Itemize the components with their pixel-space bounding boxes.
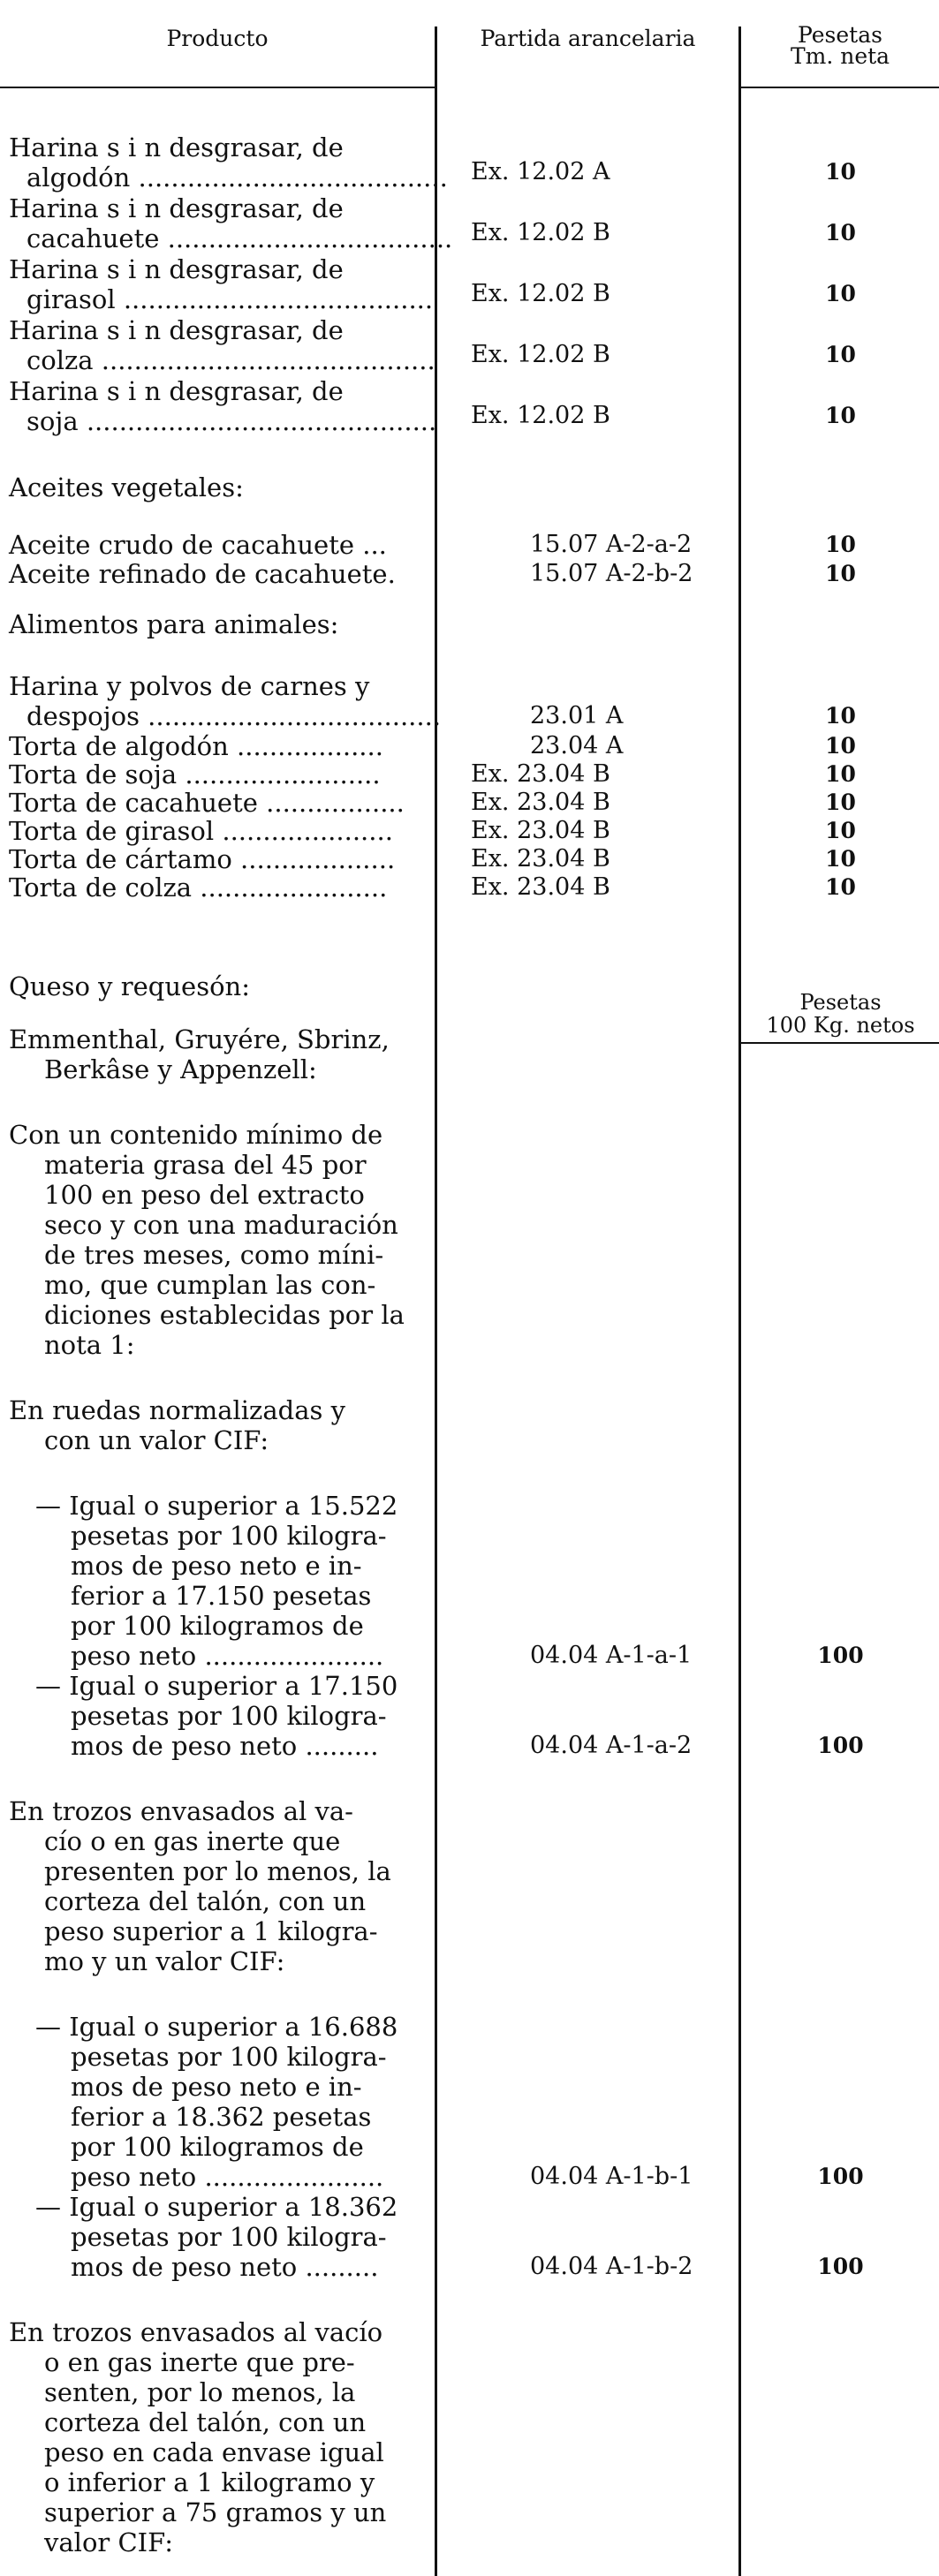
tariff-code: 15.07 A-2-b-2 bbox=[530, 560, 693, 587]
product-line: Torta de cártamo ................... bbox=[9, 844, 396, 874]
piece-item-line: ferior a 18.362 pesetas bbox=[71, 2102, 372, 2132]
duty-value: 100 bbox=[817, 2254, 864, 2279]
product-line: Torta de soja ........................ bbox=[9, 759, 381, 789]
duty-value: 10 bbox=[825, 846, 856, 872]
pieces-small-line: valor CIF: bbox=[44, 2527, 173, 2557]
duty-value: 10 bbox=[825, 220, 856, 246]
piece-item-line: peso neto ...................... bbox=[71, 2162, 384, 2192]
cheese-condition-line: seco y con una maduración bbox=[44, 1210, 398, 1240]
pieces-small-line: senten, por lo menos, la bbox=[44, 2377, 356, 2407]
cheese-condition-line: mo, que cumplan las con- bbox=[44, 1270, 376, 1300]
pieces-small-line: corteza del talón, con un bbox=[44, 2407, 367, 2437]
wheel-item-line: — Igual o superior a 15.522 bbox=[35, 1491, 398, 1521]
column-divider-right bbox=[738, 26, 741, 2576]
product-line: colza ......................................... bbox=[27, 345, 435, 375]
cheese-unit-kg: 100 Kg. netos bbox=[766, 1013, 915, 1038]
piece-item-line: mos de peso neto ......... bbox=[71, 2252, 379, 2282]
tariff-code: Ex. 23.04 B bbox=[471, 760, 610, 788]
duty-value: 100 bbox=[817, 1643, 864, 1668]
product-line: Torta de girasol ..................... bbox=[9, 816, 393, 846]
cheese-types-line: Berkâse y Appenzell: bbox=[44, 1054, 317, 1084]
product-line: Harina s i n desgrasar, de bbox=[9, 376, 344, 406]
cheese-unit-pesetas: Pesetas bbox=[799, 990, 882, 1015]
product-line: girasol ...................................... bbox=[27, 284, 434, 314]
wheel-item-line: mos de peso neto e in- bbox=[71, 1551, 362, 1581]
section-vegetable-oils: Aceites vegetales: bbox=[9, 472, 244, 502]
product-line: Harina y polvos de carnes y bbox=[9, 671, 370, 701]
product-line: algodón ...................................... bbox=[27, 162, 448, 193]
section-cheese: Queso y requesón: bbox=[9, 971, 250, 1001]
cheese-unit-rule bbox=[741, 1042, 939, 1044]
header-pesetas-label: Pesetas bbox=[798, 22, 882, 48]
cheese-condition-line: 100 en peso del extracto bbox=[44, 1180, 365, 1210]
wheel-item-line: — Igual o superior a 17.150 bbox=[35, 1671, 398, 1701]
duty-value: 10 bbox=[825, 874, 856, 900]
product-line: cacahuete ................................... bbox=[27, 223, 453, 253]
cheese-condition-line: diciones establecidas por la bbox=[44, 1300, 405, 1330]
product-line: Harina s i n desgrasar, de bbox=[9, 193, 344, 223]
product-line: Torta de cacahuete ................. bbox=[9, 788, 405, 818]
wheel-item-line: ferior a 17.150 pesetas bbox=[71, 1581, 372, 1611]
cheese-types-line: Emmenthal, Gruyére, Sbrinz, bbox=[9, 1024, 390, 1054]
product-line: Aceite crudo de cacahuete ... bbox=[9, 530, 387, 560]
pieces-small-line: o inferior a 1 kilogramo y bbox=[44, 2467, 375, 2497]
duty-value: 10 bbox=[825, 561, 856, 586]
cheese-condition-line: nota 1: bbox=[44, 1330, 135, 1360]
product-line: soja ........................................... bbox=[27, 406, 437, 436]
tariff-code: Ex. 23.04 B bbox=[471, 817, 610, 844]
product-line: Harina s i n desgrasar, de bbox=[9, 132, 344, 162]
header-pesetas bbox=[741, 22, 939, 69]
header-product: Producto bbox=[166, 26, 269, 51]
tariff-code: 04.04 A-1-b-2 bbox=[530, 2253, 693, 2280]
duty-value: 10 bbox=[825, 281, 856, 306]
cheese-condition-line: de tres meses, como míni- bbox=[44, 1240, 384, 1270]
pieces-small-line: peso en cada envase igual bbox=[44, 2437, 384, 2467]
duty-value: 10 bbox=[825, 403, 856, 428]
pieces-small-line: o en gas inerte que pre- bbox=[44, 2347, 355, 2377]
pieces-large-line: cío o en gas inerte que bbox=[44, 1826, 341, 1856]
cheese-condition-line: materia grasa del 45 por bbox=[44, 1150, 367, 1180]
wheel-item-line: pesetas por 100 kilogra- bbox=[71, 1701, 387, 1731]
tariff-code: 23.01 A bbox=[530, 702, 624, 729]
tariff-code: 04.04 A-1-b-1 bbox=[530, 2163, 693, 2190]
header-tariff: Partida arancelaria bbox=[480, 26, 696, 51]
pieces-large-line: mo y un valor CIF: bbox=[44, 1946, 285, 1976]
tariff-code: Ex. 12.02 B bbox=[471, 219, 610, 246]
wheel-item-line: peso neto ...................... bbox=[71, 1641, 384, 1671]
product-line: Harina s i n desgrasar, de bbox=[9, 254, 344, 284]
piece-item-line: por 100 kilogramos de bbox=[71, 2132, 364, 2162]
duty-value: 10 bbox=[825, 789, 856, 815]
duty-value: 10 bbox=[825, 703, 856, 729]
product-line: Torta de algodón .................. bbox=[9, 731, 383, 761]
tariff-code: Ex. 12.02 B bbox=[471, 341, 610, 368]
section-animal-feed: Alimentos para animales: bbox=[9, 609, 339, 639]
wheel-item-line: pesetas por 100 kilogra- bbox=[71, 1521, 387, 1551]
product-line: Torta de colza ....................... bbox=[9, 873, 388, 903]
header-rule-left bbox=[0, 87, 435, 88]
piece-item-line: — Igual o superior a 16.688 bbox=[35, 2012, 398, 2042]
header-unit-tm: Tm. neta bbox=[790, 43, 890, 69]
tariff-code: Ex. 23.04 B bbox=[471, 789, 610, 816]
tariff-code: Ex. 23.04 B bbox=[471, 845, 610, 873]
cheese-condition-line: Con un contenido mínimo de bbox=[9, 1120, 383, 1150]
tariff-code: Ex. 12.02 B bbox=[471, 280, 610, 307]
tariff-code: Ex. 12.02 B bbox=[471, 402, 610, 429]
pieces-large-line: presenten por lo menos, la bbox=[44, 1856, 391, 1886]
duty-value: 10 bbox=[825, 532, 856, 557]
duty-value: 10 bbox=[825, 733, 856, 759]
piece-item-line: pesetas por 100 kilogra- bbox=[71, 2222, 387, 2252]
duty-value: 10 bbox=[825, 818, 856, 843]
tariff-code: 04.04 A-1-a-1 bbox=[530, 1642, 693, 1669]
wheel-item-line: mos de peso neto ......... bbox=[71, 1731, 379, 1761]
pieces-large-line: corteza del talón, con un bbox=[44, 1886, 367, 1916]
tariff-code: 04.04 A-1-a-2 bbox=[530, 1732, 693, 1759]
tariff-code: Ex. 12.02 A bbox=[471, 158, 610, 185]
pieces-large-line: peso superior a 1 kilogra- bbox=[44, 1916, 378, 1946]
piece-item-line: — Igual o superior a 18.362 bbox=[35, 2192, 398, 2222]
wheel-item-line: por 100 kilogramos de bbox=[71, 1611, 364, 1641]
duty-value: 100 bbox=[817, 1733, 864, 1758]
product-line: Aceite refinado de cacahuete. bbox=[9, 559, 396, 589]
duty-value: 10 bbox=[825, 761, 856, 787]
tariff-code: Ex. 23.04 B bbox=[471, 873, 610, 901]
duty-value: 10 bbox=[825, 159, 856, 185]
pieces-small-line: superior a 75 gramos y un bbox=[44, 2497, 387, 2527]
cheese-unit-header bbox=[742, 991, 939, 1037]
wheels-line: con un valor CIF: bbox=[44, 1425, 269, 1455]
piece-item-line: mos de peso neto e in- bbox=[71, 2072, 362, 2102]
piece-item-line: pesetas por 100 kilogra- bbox=[71, 2042, 387, 2072]
wheels-line: En ruedas normalizadas y bbox=[9, 1395, 345, 1425]
duty-value: 10 bbox=[825, 342, 856, 367]
duty-value: 100 bbox=[817, 2164, 864, 2189]
pieces-small-line: En trozos envasados al vacío bbox=[9, 2317, 383, 2347]
pieces-large-line: En trozos envasados al va- bbox=[9, 1796, 353, 1826]
tariff-code: 15.07 A-2-a-2 bbox=[530, 531, 693, 558]
tariff-code: 23.04 A bbox=[530, 732, 624, 759]
product-line: despojos .................................... bbox=[27, 701, 442, 731]
header-rule-right bbox=[741, 87, 939, 88]
product-line: Harina s i n desgrasar, de bbox=[9, 315, 344, 345]
